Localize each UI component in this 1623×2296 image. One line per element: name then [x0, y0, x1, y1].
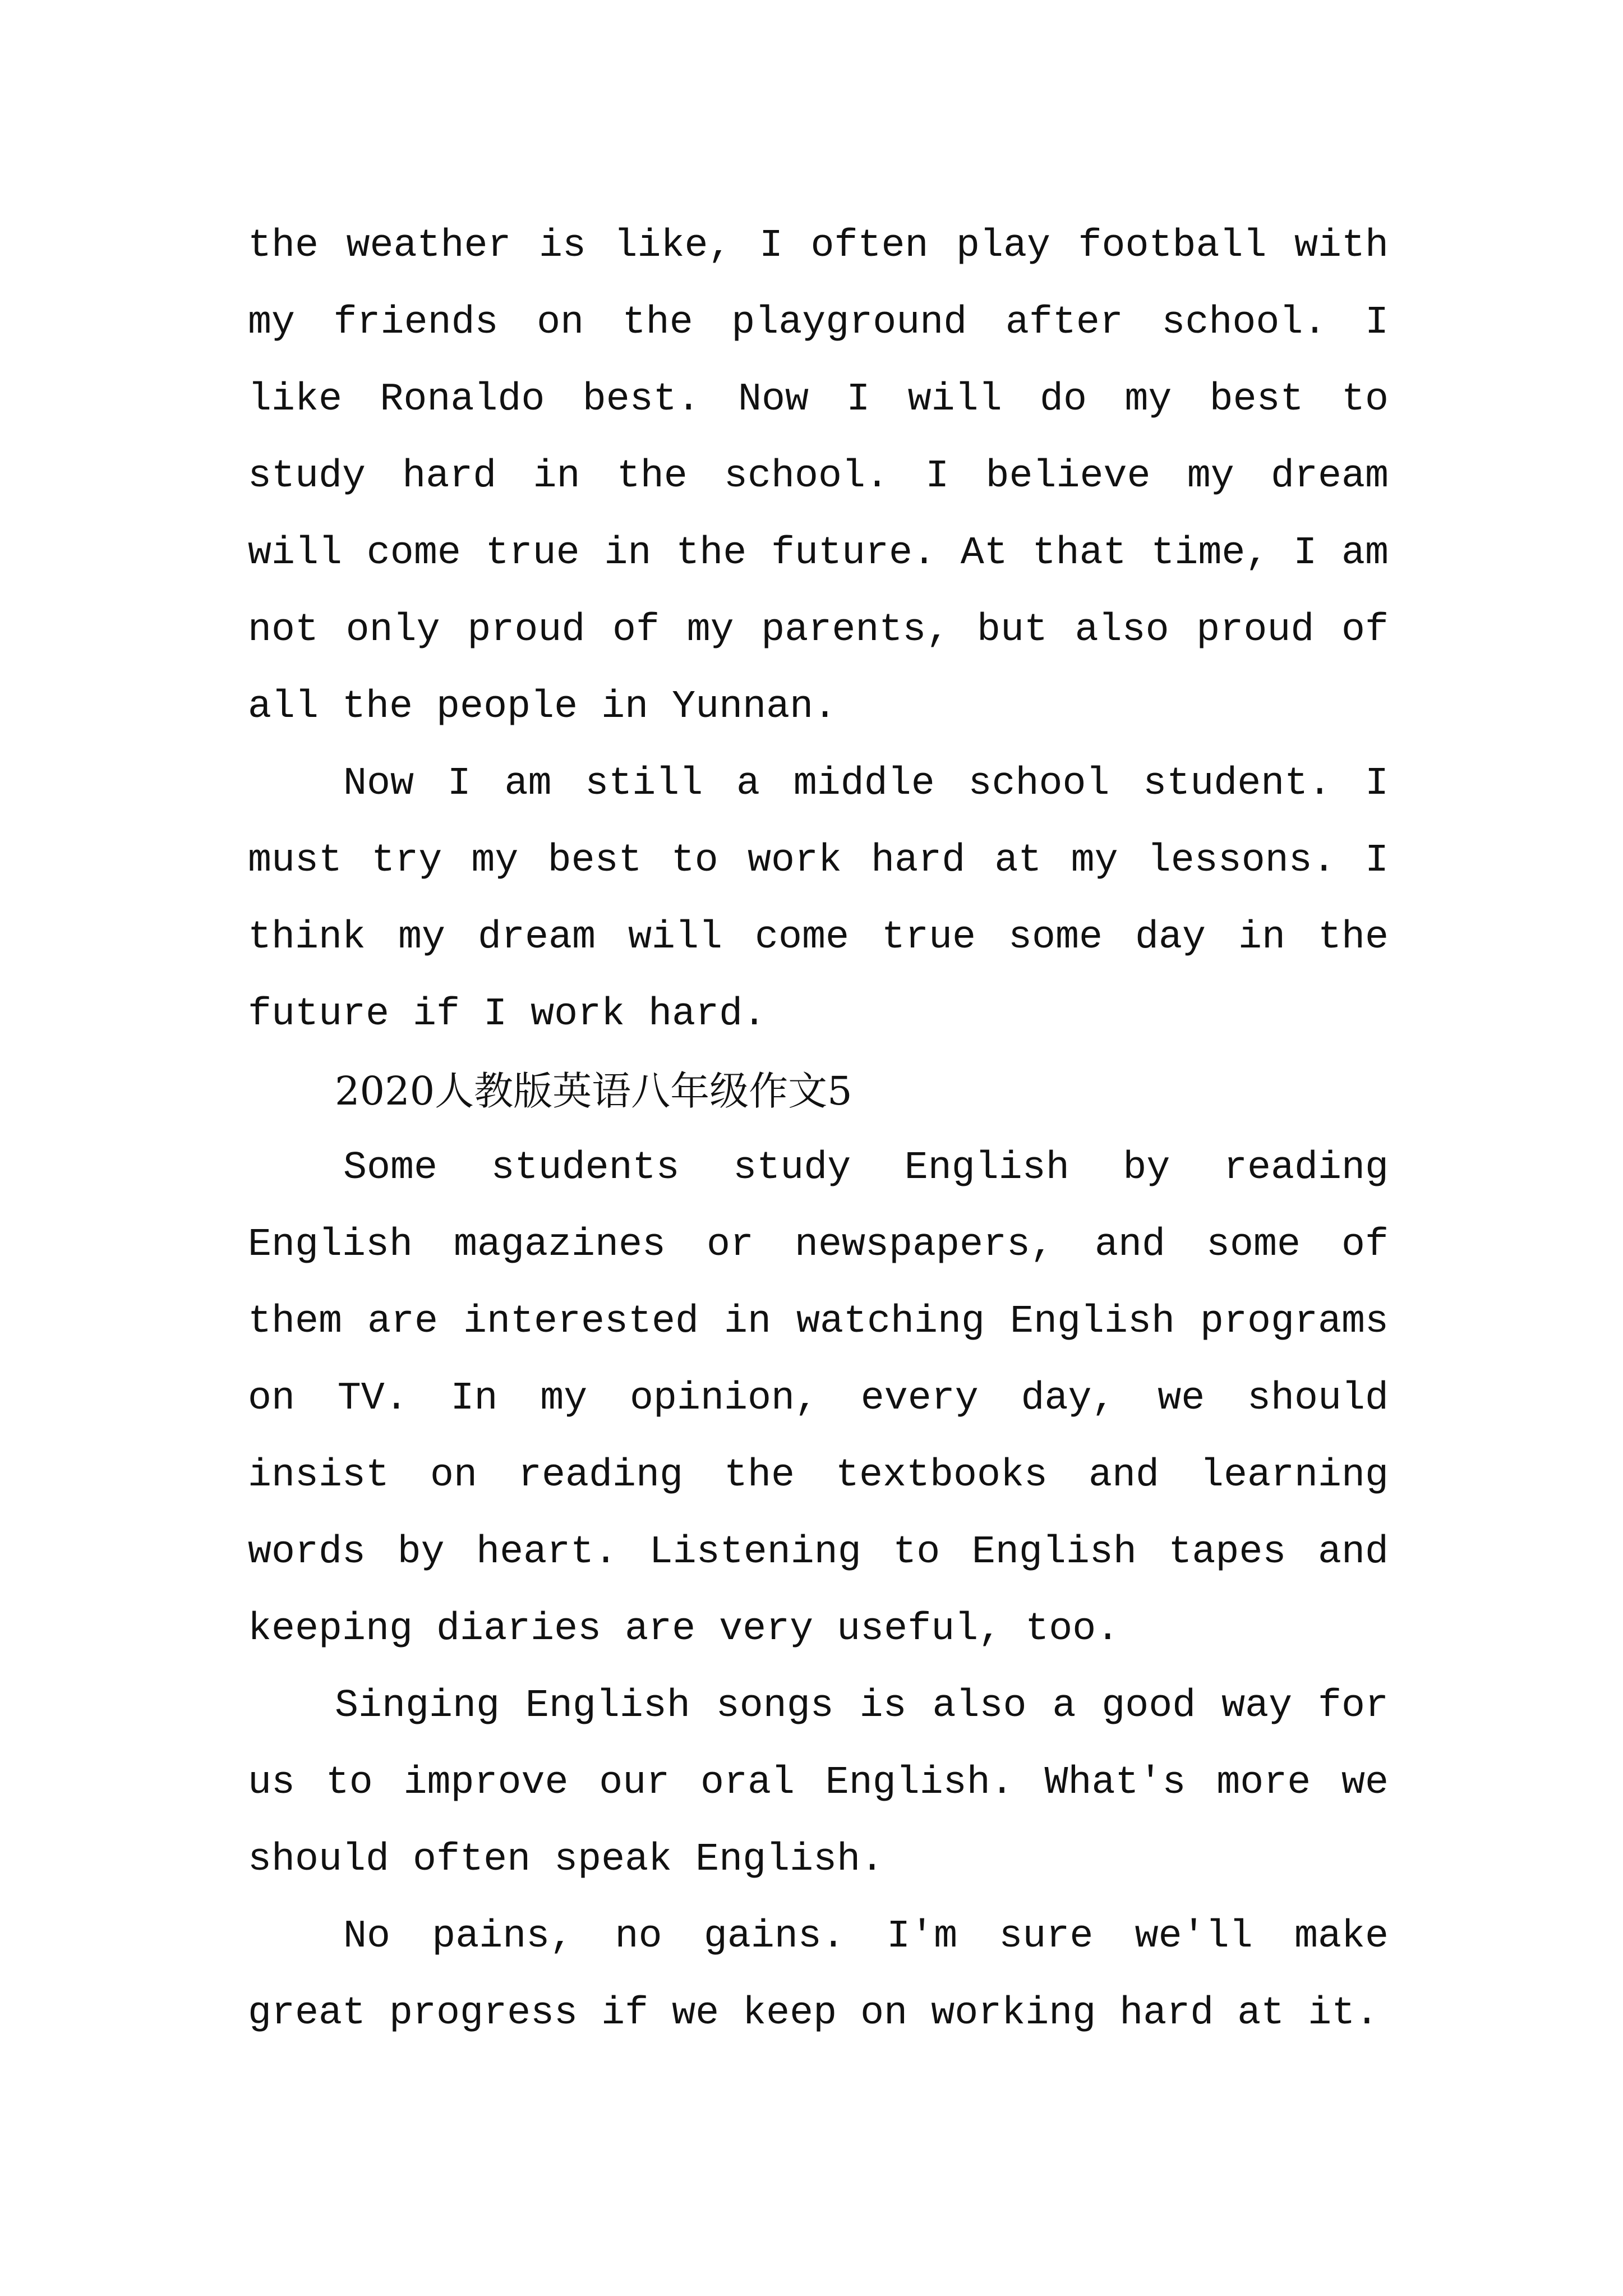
essay-paragraph-2: Singing English songs is also a good way for us to improve our oral English. What's more we should often speak English. — [248, 1684, 1389, 1882]
paragraph-continuation: the weather is like, I often play football with my friends on the playground after school. I like Ronaldo best. Now I will do my best to study hard in the school. I believe my dream will come true in the future. At that time, I am not only proud of my parents, but also proud of all the people in Yunnan. — [248, 224, 1389, 729]
essay-paragraph-3: No pains, no gains. I'm sure we'll make great progress if we keep on working hard at it. — [248, 1915, 1389, 2036]
document-body — [248, 208, 1389, 2052]
essay-paragraph-1: Some students study English by reading English magazines or newspapers, and some of them are interested in watching English programs on TV. In my opinion, every day, we should insist on reading the textbooks and learning words by heart. Listening to English tapes and keeping diaries are very useful, too. — [248, 1146, 1389, 1651]
paragraph-dream: Now I am still a middle school student. I must try my best to work hard at my lessons. I think my dream will come true some day in the future if I work hard. — [248, 762, 1389, 1037]
section-heading: 2020人教版英语八年级作文5 — [335, 1068, 852, 1114]
